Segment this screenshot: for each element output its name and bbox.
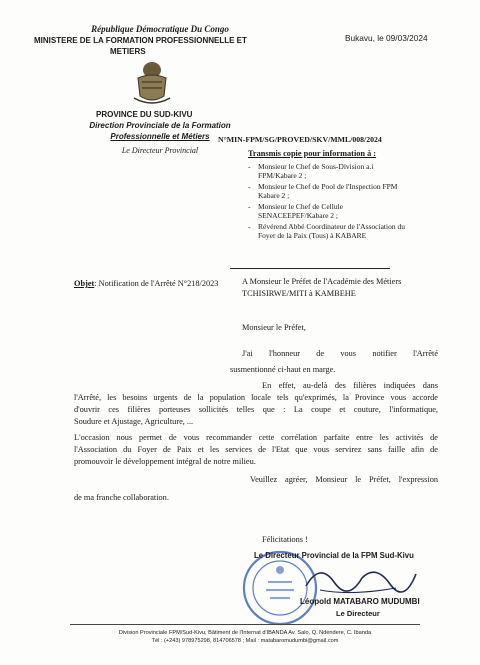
copy-item-1: - Monsieur le Chef de Sous-Division a.i FPM/Kabare 2 ; (258, 162, 413, 180)
copies-heading: Transmis copie pour information à : (248, 149, 377, 158)
copy-item-2: - Monsieur le Chef de Pool de l'Inspection FPM Kabare 2 ; (258, 182, 413, 200)
paragraph-2-line2: l'Arrêté, les besoins urgents de la population locale tels qu'exprimés, la Province vous accorde (74, 393, 438, 402)
paragraph-1-line1: J'ai l'honneur de vous notifier l'Arrêté (242, 349, 438, 358)
director-title: Le Directeur Provincial (121, 146, 199, 155)
province-name: PROVINCE DU SUD-KIVU (96, 110, 193, 119)
signature-greeting: Félicitations ! (262, 535, 308, 544)
ministry-line1: MINISTERE DE LA FORMATION PROFESSIONNELLE ET (34, 36, 247, 45)
coat-of-arms-icon (130, 58, 174, 108)
handwritten-signature (300, 556, 420, 600)
copies-divider (230, 268, 390, 269)
paragraph-1-line2: susmentionné ci-haut en marge. (230, 365, 336, 374)
paragraph-3-line3: promouvoir le développement intégral de notre milieu. (74, 457, 256, 466)
signatory-role: Le Directeur (336, 609, 380, 618)
recipient-line1: A Monsieur le Préfet de l'Académie des Métiers (242, 277, 402, 286)
paragraph-4-line2: de ma franche collaboration. (74, 493, 169, 502)
paragraph-3-line1: L'occasion nous permet de vous recommander cette corrélation parfaite entre les activités de (74, 433, 438, 442)
paragraph-3-line2: l'Association du Foyer de Paix et les services de l'Etat que vous servirez sans faille afin de (74, 445, 438, 454)
paragraph-4-line1: Veuillez agréer, Monsieur le Préfet, l'expression (250, 475, 438, 484)
copy-item-3: - Monsieur le Chef de Cellule SENACEEPEF/Kabare 2 ; (258, 202, 413, 220)
reference-number: N°MIN-FPM/SG/PROVED/SKV/MML/008/2024 (218, 135, 382, 144)
object-line (74, 278, 218, 289)
footer-address: Division Provinciale FPM/Sud-Kivu, Bâtiment de l'Internat d'IBANDA Av. Salo, Q. Ndendere, C. Ibanda (118, 630, 372, 636)
footer-contact: Tél : (+243) 978975298, 814706578 ; Mail : matabaromudumbi@gmail.com (151, 638, 339, 644)
direction-line2: Professionnelle et Métiers (110, 132, 210, 141)
direction-line1: Direction Provinciale de la Formation (89, 121, 231, 130)
paragraph-2-line3: d'ouvrir ces filières porteuses sollicités telles que : La coupe et couture, l'informatique, (74, 405, 438, 414)
copy-item-4: - Révérend Abbé Coordinateur de l'Association du Foyer de la Paix (Tous) à KABARE (258, 222, 413, 240)
ministry-line2: METIERS (110, 47, 146, 56)
signatory-name: Léopold MATABARO MUDUMBI (300, 597, 420, 606)
paragraph-2-line1: En effet, au-delà des filières indiquées dans (262, 381, 438, 390)
signature-title: Le Directeur Provincial de la FPM Sud-Kivu (254, 551, 414, 560)
object-text: : Notification de l'Arrêté N°218/2023 (94, 279, 219, 288)
footer-divider (70, 624, 420, 625)
recipient-line2: TCHISIRWE/MITI à KAMBEHE (242, 289, 356, 298)
paragraph-2-line4: Soudure et Ajustage, Agriculture, ... (74, 417, 194, 426)
place-date: Bukavu, le 09/03/2024 (345, 33, 428, 43)
country-name: République Démocratique Du Congo (91, 24, 229, 34)
salutation: Monsieur le Préfet, (242, 323, 306, 332)
object-label: Objet (74, 279, 95, 288)
